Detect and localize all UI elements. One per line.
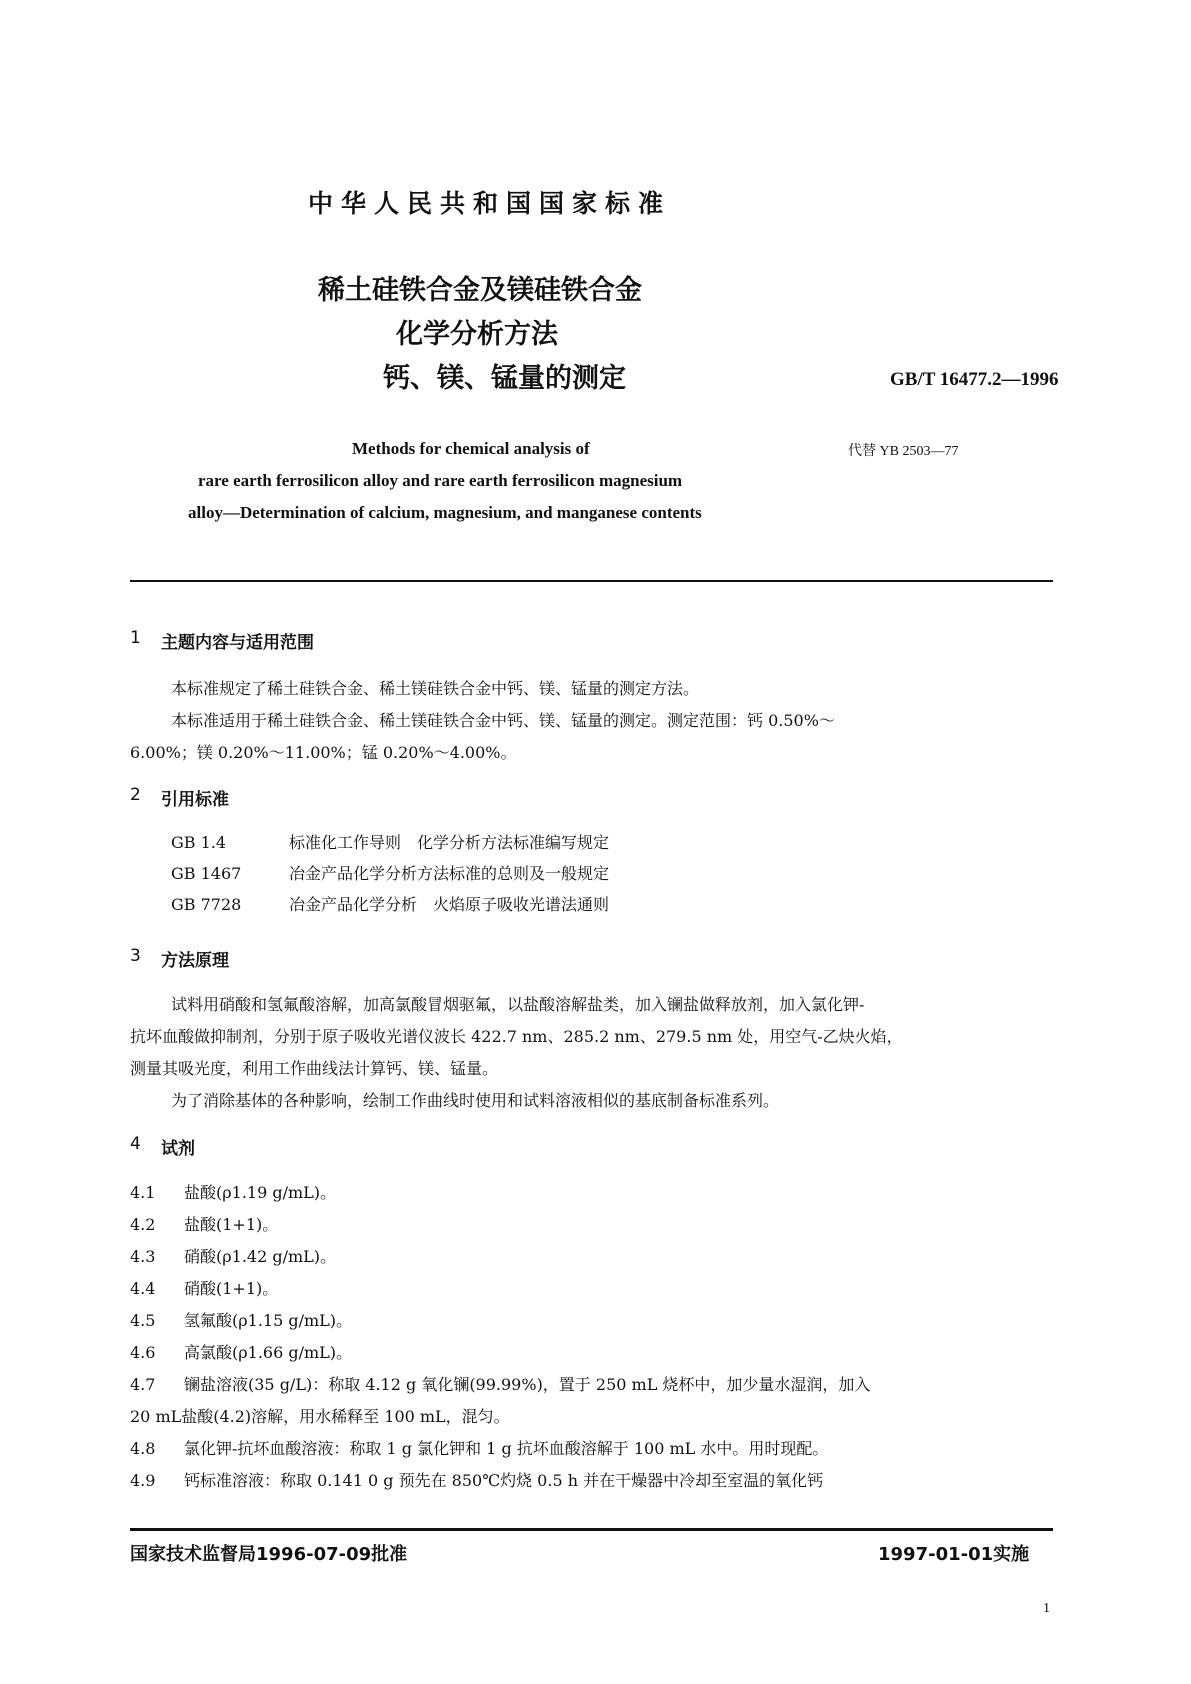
reference-title: 冶金产品化学分析方法标准的总则及一般规定 [289,864,610,883]
item-text: 盐酸(ρ1.19 g/mL)。 [184,1183,337,1202]
section-number: 4 [130,1134,141,1154]
reagent-item [130,1248,1030,1268]
section-1-heading [130,628,730,653]
replaces-note: 代替 YB 2503—77 [848,444,959,459]
s1-paragraph-2: 本标准适用于稀土硅铁合金、稀土镁硅铁合金中钙、镁、锰量的测定。测定范围：钙 0.50%～ [171,711,835,730]
reference-code: GB 1467 [171,864,242,883]
title-en-line-2: rare earth ferrosilicon alloy and rare earth ferrosilicon magnesium [198,471,683,490]
item-text: 氯化钾-抗坏血酸溶液：称取 1 g 氯化钾和 1 g 抗坏血酸溶解于 100 mL 水中。用时现配。 [184,1439,829,1458]
reagent-item [130,1216,1030,1236]
reagent-item [130,1184,1030,1204]
title-cn-line-2: 化学分析方法 [396,319,558,350]
item-number: 4.6 [130,1343,156,1362]
section-title: 主题内容与适用范围 [161,633,314,653]
reagent-item [130,1312,1030,1332]
item-number: 4.3 [130,1247,156,1266]
reagent-item [130,1344,1030,1364]
approval-date: 国家技术监督局1996-07-09批准 [130,1544,408,1565]
section-number: 1 [130,628,141,648]
reference-row [171,834,891,854]
reference-code: GB 1.4 [171,833,227,852]
title-en-line-1: Methods for chemical analysis of [352,439,590,458]
header-divider [130,580,1053,582]
item-text: 钙标准溶液：称取 0.141 0 g 预先在 850℃灼烧 0.5 h 并在干燥器中冷却至室温的氧化钙 [184,1471,824,1490]
reagent-item [130,1472,1090,1492]
item-number: 4.4 [130,1279,156,1298]
reagent-item [130,1376,1090,1396]
title-cn-line-1: 稀土硅铁合金及镁硅铁合金 [318,275,642,306]
reference-row [171,896,891,916]
section-title: 试剂 [161,1139,195,1159]
reference-code: GB 7728 [171,895,242,914]
section-number: 3 [130,946,141,966]
item-text: 氢氟酸(ρ1.15 g/mL)。 [184,1311,353,1330]
reference-row [171,865,891,885]
page-number: 1 [1043,1601,1050,1616]
item-number: 4.9 [130,1471,156,1490]
item-text: 硝酸(1+1)。 [184,1279,279,1298]
item-text: 硝酸(ρ1.42 g/mL)。 [184,1247,337,1266]
reference-title: 冶金产品化学分析 火焰原子吸收光谱法通则 [289,895,610,914]
implementation-date: 1997-01-01实施 [878,1544,1030,1565]
section-number: 2 [130,785,141,805]
section-2-heading [130,785,730,810]
s3-paragraph-1-cont: 抗坏血酸做抑制剂，分别于原子吸收光谱仪波长 422.7 nm、285.2 nm、279.5 nm 处，用空气-乙炔火焰， [130,1027,903,1046]
title-en-line-3: alloy—Determination of calcium, magnesium, and manganese contents [188,503,702,522]
s1-paragraph-2-cont: 6.00%；镁 0.20%～11.00%；锰 0.20%～4.00%。 [130,743,517,762]
section-title: 方法原理 [161,951,229,971]
reagent-item [130,1440,1090,1460]
s3-paragraph-1-cont: 测量其吸光度，利用工作曲线法计算钙、镁、锰量。 [130,1059,499,1078]
item-number: 4.2 [130,1215,156,1234]
item-number: 4.8 [130,1439,156,1458]
reagent-item [130,1280,1030,1300]
item-text: 高氯酸(ρ1.66 g/mL)。 [184,1343,353,1362]
section-4-heading [130,1134,730,1159]
item-number: 4.5 [130,1311,156,1330]
section-3-heading [130,946,730,971]
item-number: 4.1 [130,1183,156,1202]
national-standard-heading: 中华人民共和国国家标准 [308,189,672,218]
item-text: 镧盐溶液(35 g/L)：称取 4.12 g 氧化镧(99.99%)，置于 250 mL 烧杯中，加少量水湿润，加入 [184,1375,871,1394]
reference-title: 标准化工作导则 化学分析方法标准编写规定 [289,833,610,852]
s3-paragraph-1: 试料用硝酸和氢氟酸溶解，加高氯酸冒烟驱氟，以盐酸溶解盐类，加入镧盐做释放剂，加入氯化钾- [171,995,865,1014]
standard-number: GB/T 16477.2—1996 [890,369,1059,390]
s3-paragraph-2: 为了消除基体的各种影响，绘制工作曲线时使用和试料溶液相似的基底制备标准系列。 [171,1091,780,1110]
item-number: 4.7 [130,1375,156,1394]
footer-divider [130,1528,1053,1531]
section-title: 引用标准 [161,790,229,810]
item-text: 盐酸(1+1)。 [184,1215,279,1234]
title-cn-line-3: 钙、镁、锰量的测定 [383,363,626,394]
s1-paragraph-1: 本标准规定了稀土硅铁合金、稀土镁硅铁合金中钙、镁、锰量的测定方法。 [171,679,700,698]
reagent-item-cont: 20 mL盐酸(4.2)溶解，用水稀释至 100 mL，混匀。 [130,1407,510,1426]
